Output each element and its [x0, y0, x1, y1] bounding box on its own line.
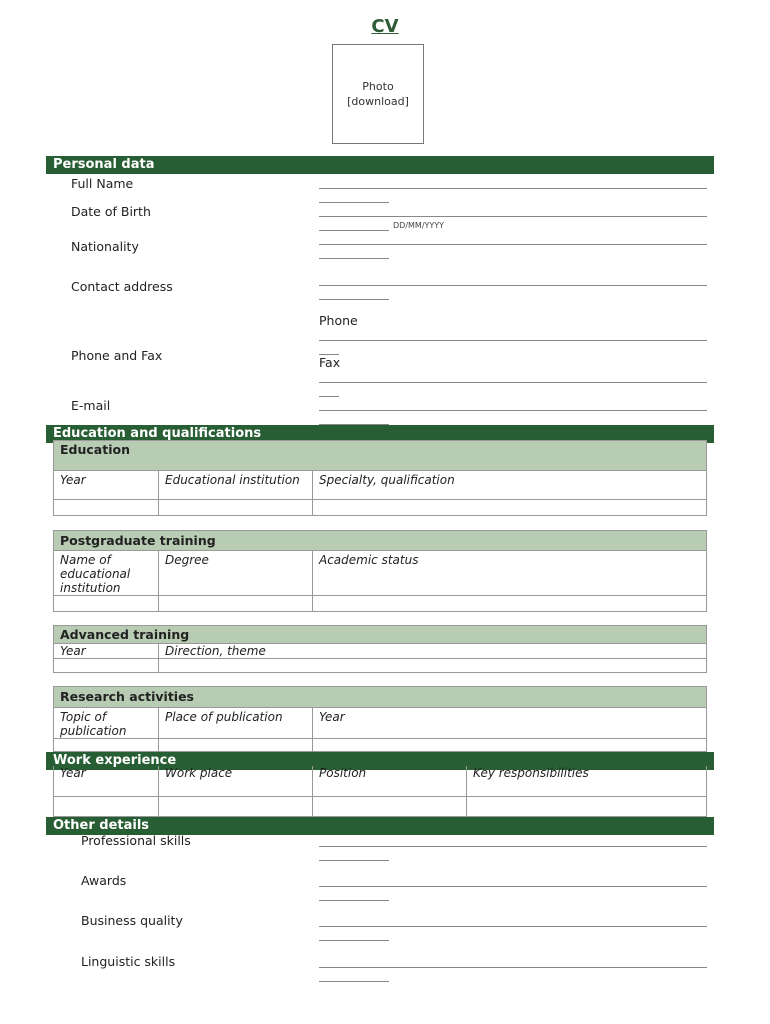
research-table: [53, 686, 707, 752]
table-row[interactable]: [54, 658, 706, 672]
table-row[interactable]: [54, 595, 706, 611]
section-header-personal: Personal data: [46, 156, 714, 174]
field-underline: [319, 396, 339, 397]
page-title: CV: [371, 16, 399, 37]
label-nationality: Nationality: [71, 239, 139, 254]
advanced-table-title: Advanced training: [54, 626, 706, 644]
field-underline: [319, 860, 389, 861]
col-year: Year: [54, 644, 159, 658]
label-fax: Fax: [319, 355, 341, 370]
table-cell[interactable]: [54, 659, 159, 672]
col-institution: Educational institution: [159, 471, 313, 499]
table-cell[interactable]: [159, 797, 313, 816]
table-row[interactable]: [54, 796, 706, 816]
research-table-title: Research activities: [54, 687, 706, 708]
table-header-row: [54, 644, 706, 658]
label-email: E-mail: [71, 398, 111, 413]
label-full-name: Full Name: [71, 176, 134, 191]
col-responsibilities: Key responsibilities: [473, 766, 589, 780]
table-cell[interactable]: [54, 739, 159, 752]
field-underline: [319, 900, 389, 901]
col-topic: Topic of publication: [54, 708, 159, 738]
table-cell[interactable]: [159, 659, 706, 672]
postgrad-table-title: Postgraduate training: [54, 531, 706, 551]
col-institution-name: Name of educational institution: [54, 551, 159, 595]
table-header-row: [54, 471, 706, 499]
col-academic-status: Academic status: [319, 553, 419, 567]
photo-label: Photo: [362, 80, 394, 93]
field-underline: [319, 299, 389, 300]
table-cell[interactable]: [54, 797, 159, 816]
phone-field[interactable]: [319, 340, 707, 341]
table-cell[interactable]: [159, 500, 313, 515]
label-dob: Date of Birth: [71, 204, 151, 219]
col-specialty: Specialty, qualification: [319, 473, 455, 487]
nationality-field[interactable]: [319, 244, 707, 245]
table-cell[interactable]: [313, 739, 706, 752]
linguistic-skills-field[interactable]: [319, 967, 707, 968]
dob-format-hint: DD/MM/YYYY: [393, 221, 445, 230]
business-quality-field[interactable]: [319, 926, 707, 927]
education-table-title: Education: [54, 441, 706, 471]
label-phone: Phone: [319, 313, 358, 328]
table-header-row: [54, 708, 706, 738]
col-direction: Direction, theme: [165, 644, 266, 658]
work-experience-table: [53, 766, 707, 817]
section-header-education: Education and qualifications: [46, 425, 714, 443]
table-cell[interactable]: [313, 797, 467, 816]
col-year: Year: [319, 710, 345, 724]
table-cell[interactable]: [54, 500, 159, 515]
col-place: Place of publication: [159, 708, 313, 738]
field-underline: [319, 981, 389, 982]
awards-field[interactable]: [319, 886, 707, 887]
field-underline: [319, 202, 389, 203]
table-header-row: [54, 551, 706, 595]
table-cell[interactable]: [313, 500, 706, 515]
label-business-quality: Business quality: [81, 913, 183, 928]
field-underline: [319, 940, 389, 941]
label-professional-skills: Professional skills: [81, 833, 191, 848]
professional-skills-field[interactable]: [319, 846, 707, 847]
col-year: Year: [54, 471, 159, 499]
label-contact-address: Contact address: [71, 279, 173, 294]
email-field[interactable]: [319, 410, 707, 411]
table-header-row: [54, 766, 706, 796]
advanced-training-table: [53, 625, 707, 673]
table-cell[interactable]: [313, 596, 706, 611]
col-work-place: Work place: [159, 766, 313, 796]
table-row[interactable]: [54, 499, 706, 515]
table-cell[interactable]: [467, 797, 706, 816]
table-cell[interactable]: [54, 596, 159, 611]
table-row[interactable]: [54, 738, 706, 752]
postgrad-table: [53, 530, 707, 612]
table-cell[interactable]: [159, 739, 313, 752]
full-name-field[interactable]: [319, 188, 707, 189]
dob-field[interactable]: [319, 216, 707, 217]
field-underline: [319, 258, 389, 259]
section-header-other: Other details: [46, 817, 714, 835]
contact-address-field[interactable]: [319, 285, 707, 286]
photo-download-link[interactable]: [download]: [347, 95, 409, 108]
field-underline: [319, 230, 389, 231]
label-awards: Awards: [81, 873, 127, 888]
label-phone-and-fax: Phone and Fax: [71, 348, 163, 363]
col-position: Position: [313, 766, 467, 796]
table-cell[interactable]: [159, 596, 313, 611]
fax-field[interactable]: [319, 382, 707, 383]
section-header-work: Work experience: [46, 752, 714, 770]
label-linguistic-skills: Linguistic skills: [81, 954, 176, 969]
education-table: [53, 440, 707, 516]
col-year: Year: [54, 766, 159, 796]
photo-placeholder[interactable]: [332, 44, 424, 144]
col-degree: Degree: [159, 551, 313, 595]
